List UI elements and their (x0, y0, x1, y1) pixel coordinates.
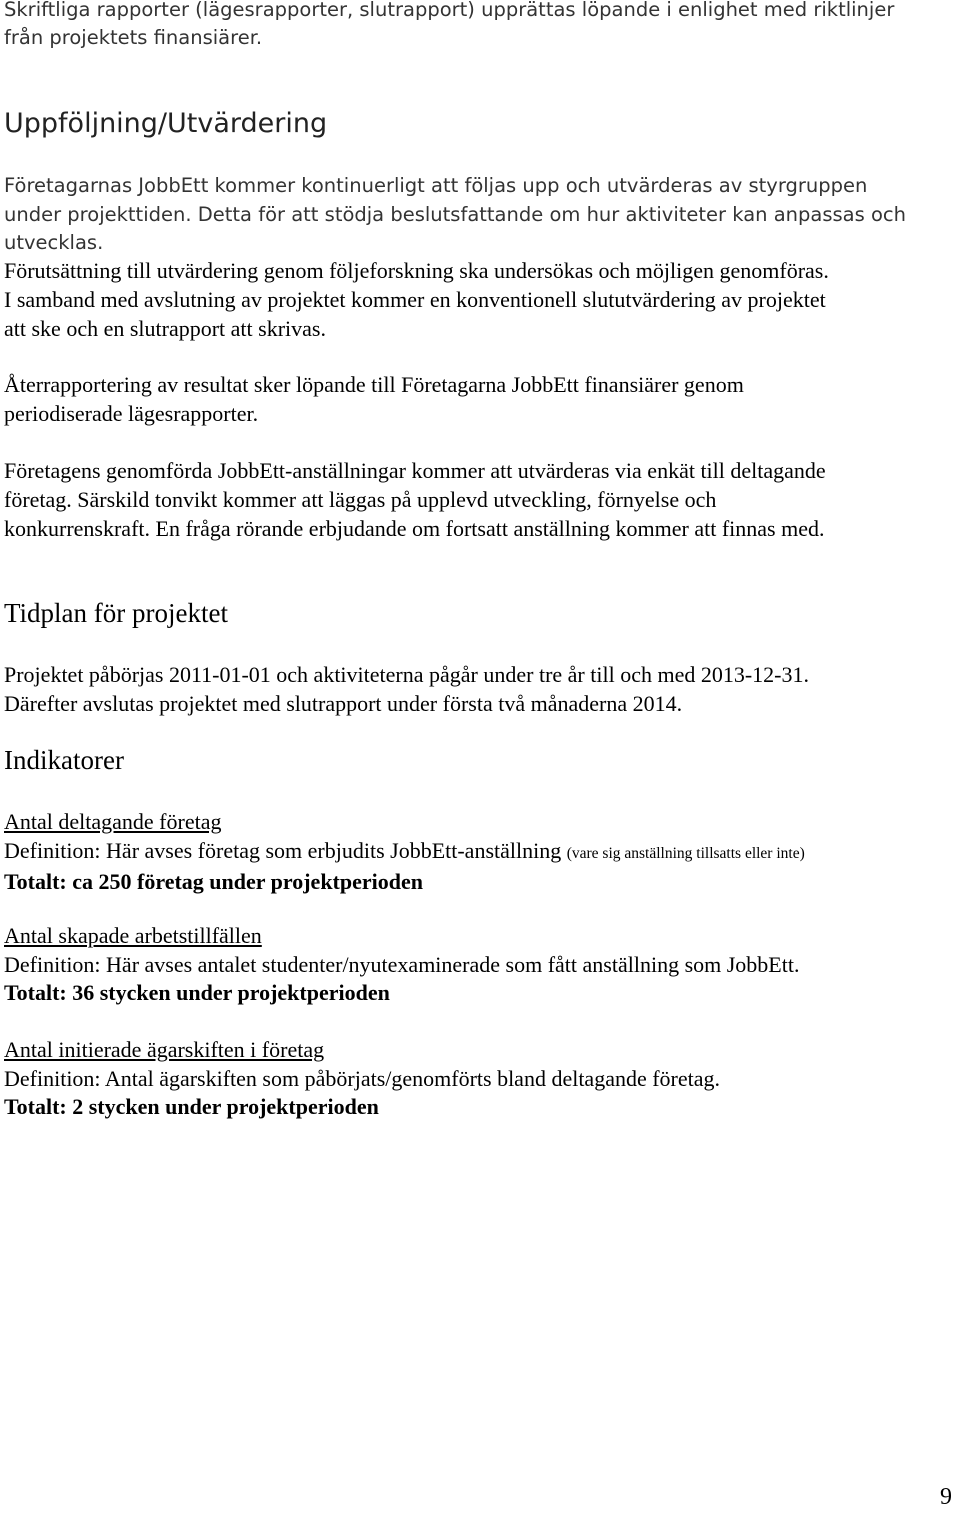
indicator-block (4, 922, 799, 1008)
indicator-definition: Definition: Här avses antalet studenter/nyutexaminerade som fått anställning som JobbEtt. (4, 951, 800, 977)
text-line: Därefter avslutas projektet med slutrapport under första två månaderna 2014. (4, 691, 683, 716)
section-heading-followup: Uppföljning/Utvärdering (4, 108, 328, 139)
followup-paragraph-3 (4, 370, 744, 428)
intro-line: från projektets finansiärer. (4, 26, 263, 49)
text-line: Återrapportering av resultat sker löpande till Företagarna JobbEtt finansiärer genom (4, 372, 744, 397)
text-line: Förutsättning till utvärdering genom följeforskning ska undersökas och möjligen genomföras. (4, 258, 829, 283)
text-line: Företagarnas JobbEtt kommer kontinuerligt att följas upp och utvärderas av styrgruppen (4, 174, 868, 197)
page-number: 9 (940, 1484, 952, 1510)
text-line: konkurrenskraft. En fråga rörande erbjudande om fortsatt anställning kommer att finnas med. (4, 516, 825, 541)
indicator-definition: Definition: Här avses företag som erbjudits JobbEtt-anställning (4, 837, 562, 863)
schedule-paragraph (4, 660, 809, 718)
indicator-block (4, 1036, 720, 1122)
text-line: under projekttiden. Detta för att stödja beslutsfattande om hur aktiviteter kan anpassas och (4, 202, 906, 226)
followup-paragraph-2 (4, 256, 829, 343)
followup-paragraph-1 (4, 172, 906, 258)
indicator-title: Antal skapade arbetstillfällen (4, 923, 262, 948)
intro-line: Skriftliga rapporter (lägesrapporter, slutrapport) upprättas löpande i enlighet med riktlinjer (4, 0, 895, 21)
indicator-total: Totalt: ca 250 företag under projektperioden (4, 869, 423, 894)
indicator-total: Totalt: 36 stycken under projektperioden (4, 980, 390, 1005)
text-line: Projektet påbörjas 2011-01-01 och aktiviteterna pågår under tre år till och med 2013-12-31. (4, 662, 809, 687)
text-line: Företagens genomförda JobbEtt-anställningar kommer att utvärderas via enkät till deltagande (4, 458, 826, 483)
indicator-title: Antal initierade ägarskiften i företag (4, 1037, 325, 1062)
text-line: företag. Särskild tonvikt kommer att läggas på upplevd utveckling, förnyelse och (4, 487, 717, 512)
indicator-total: Totalt: 2 stycken under projektperioden (4, 1094, 379, 1119)
indicator-note: (vare sig anställning tillsatts eller inte) (566, 844, 805, 862)
section-heading-indicators: Indikatorer (4, 745, 124, 775)
intro-paragraph (4, 0, 894, 52)
indicator-definition-line (4, 837, 805, 869)
followup-paragraph-4 (4, 456, 826, 543)
text-line: periodiserade lägesrapporter. (4, 401, 259, 426)
indicator-block (4, 808, 805, 897)
indicator-title: Antal deltagande företag (4, 809, 222, 834)
text-line: att ske och en slutrapport att skrivas. (4, 316, 326, 341)
section-heading-schedule: Tidplan för projektet (4, 598, 228, 628)
text-line: I samband med avslutning av projektet kommer en konventionell slututvärdering av projektet (4, 287, 826, 312)
indicator-definition: Definition: Antal ägarskiften som påbörjats/genomförts bland deltagande företag. (4, 1065, 721, 1091)
text-line: utvecklas. (4, 231, 104, 254)
